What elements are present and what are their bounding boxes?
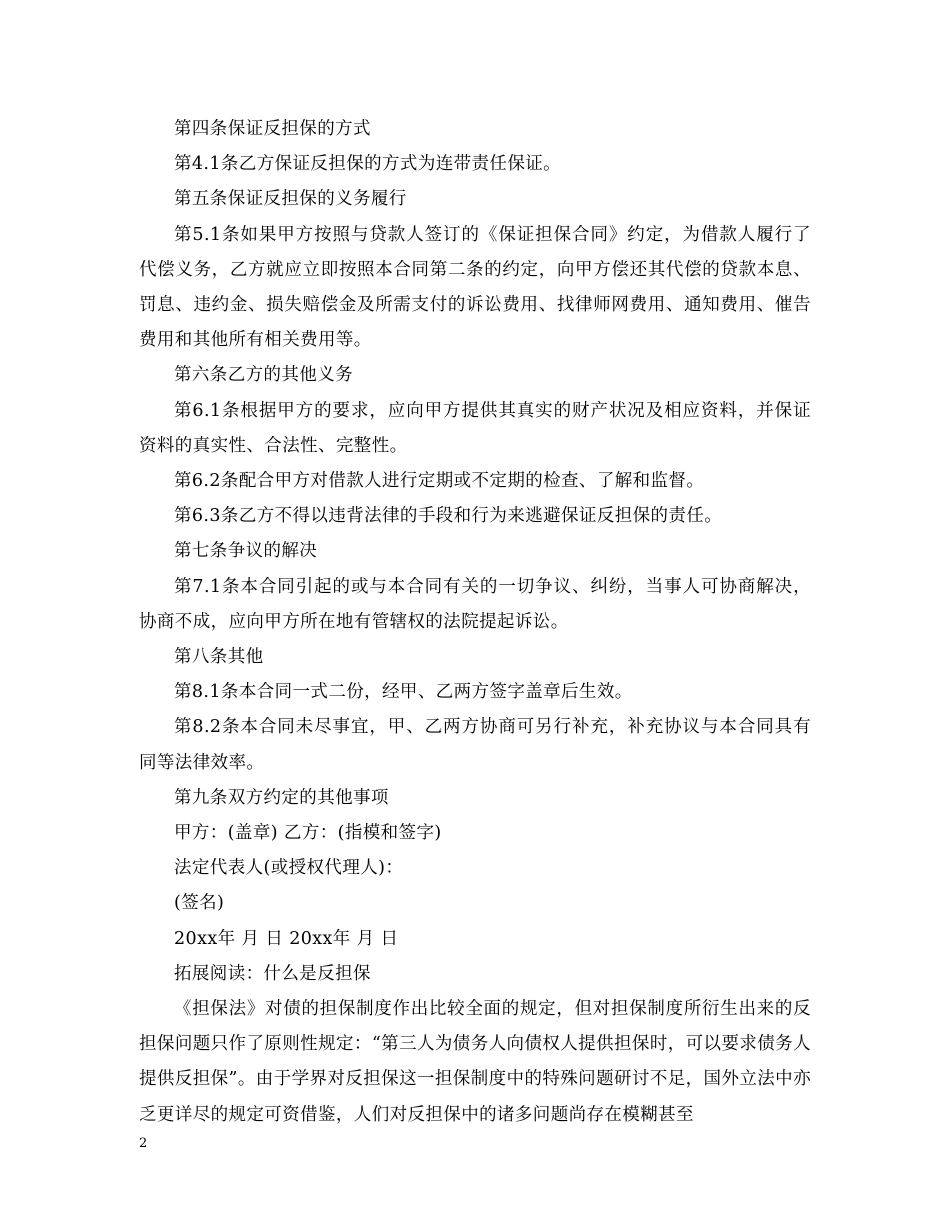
clause-6-2: 第6.2条配合甲方对借款人进行定期或不定期的检查、了解和监督。 (174, 471, 705, 492)
clause-7-1: 第7.1条本合同引起的或与本合同有关的一切争议、纠纷，当事人可协商解决，协商不成，应向甲方所在地有管辖权的法院提起诉讼。 (139, 576, 811, 632)
heading-article-5: 第五条保证反担保的义务履行 (174, 189, 407, 210)
extended-reading-paragraph: 《担保法》对债的担保制度作出比较全面的规定，但对担保制度所衍生出来的反担保问题只作了原则性规定：“第三人为债务人向债权人提供担保时，可以要求债务人提供反担保”。由于学界对反担保这一担保制度中的特殊问题研讨不足，国外立法中亦乏更详尽的规定可资借鉴，人们对反担保中的诸多问题尚存在模糊甚至 (139, 999, 811, 1125)
clause-5-1: 第5.1条如果甲方按照与贷款人签订的《保证担保合同》约定，为借款人履行了代偿义务，乙方就应立即按照本合同第二条的约定，向甲方偿还其代偿的贷款本息、罚息、违约金、损失赔偿金及所需支付的诉讼费用、找律师网费用、通知费用、催告费用和其他所有相关费用等。 (139, 224, 811, 351)
heading-article-7: 第七条争议的解决 (174, 541, 318, 562)
clause-8-1: 第8.1条本合同一式二份，经甲、乙两方签字盖章后生效。 (174, 682, 633, 703)
heading-article-8: 第八条其他 (174, 647, 264, 668)
legal-representative: 法定代表人(或授权代理人)： (174, 858, 404, 879)
document-body (139, 112, 811, 1133)
clause-6-1: 第6.1条根据甲方的要求，应向甲方提供其真实的财产状况及相应资料，并保证资料的真实性、合法性、完整性。 (139, 400, 811, 456)
signature-parties: 甲方：(盖章) 乙方：(指模和签字) (174, 823, 442, 844)
heading-article-4: 第四条保证反担保的方式 (174, 119, 371, 139)
clause-6-3: 第6.3条乙方不得以违背法律的手段和行为来逃避保证反担保的责任。 (174, 506, 723, 527)
page-number: 2 (139, 1136, 148, 1151)
signature-dates: 20xx年 月 日 20xx年 月 日 (174, 928, 399, 949)
heading-article-6: 第六条乙方的其他义务 (174, 365, 353, 386)
clause-4-1: 第4.1条乙方保证反担保的方式为连带责任保证。 (174, 154, 562, 175)
clause-8-2: 第8.2条本合同未尽事宜，甲、乙两方协商可另行补充，补充协议与本合同具有同等法律效率。 (139, 717, 811, 773)
signature-line: (签名) (174, 893, 225, 914)
extended-reading-heading: 拓展阅读：什么是反担保 (174, 963, 371, 984)
heading-article-9: 第九条双方约定的其他事项 (174, 787, 389, 808)
